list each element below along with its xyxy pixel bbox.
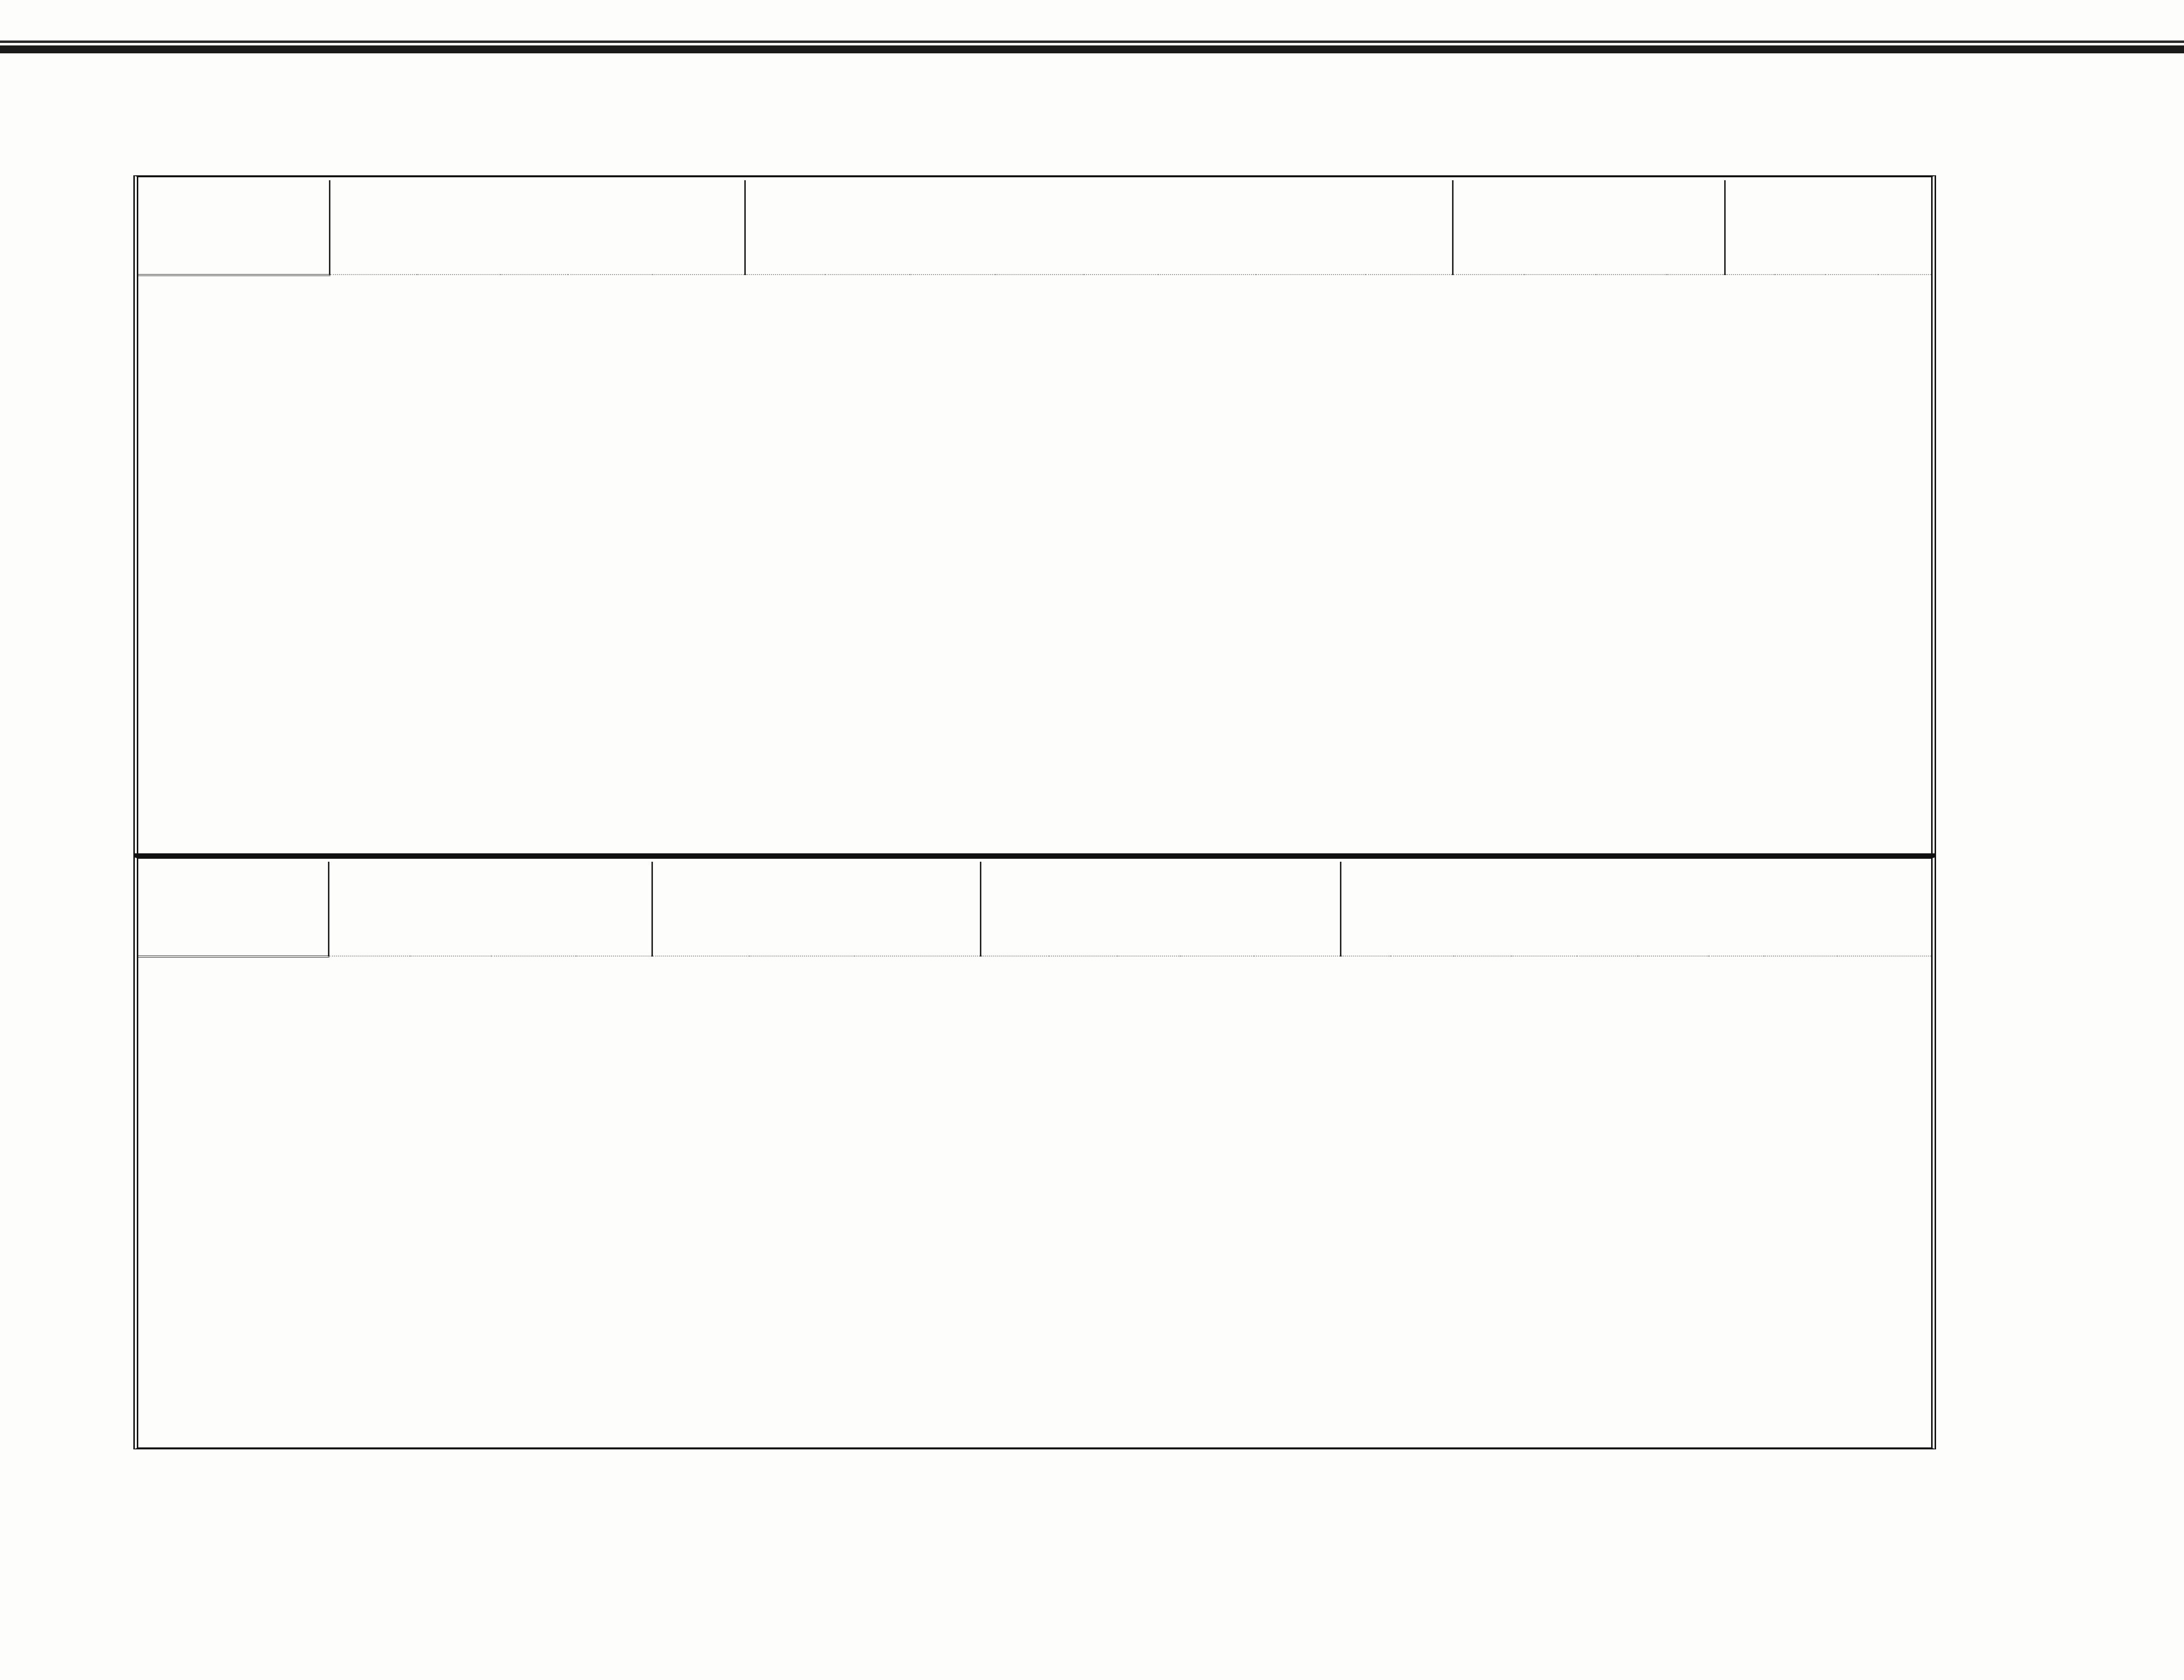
table-divider: [133, 853, 1936, 856]
group-relative-feuchtigkeit: [1725, 180, 1931, 275]
top-rule-thin: [0, 40, 2184, 43]
table-frame-1: [133, 175, 1936, 857]
top-rule: [0, 45, 2184, 53]
group-windvertheilung: [1340, 862, 1931, 956]
climate-table-2: [138, 862, 1931, 958]
climate-table-1: [138, 180, 1931, 276]
group-bewolkung: [328, 862, 652, 956]
group-absolute-feuchtigkeit: [1453, 180, 1725, 275]
group-niederschlag: [652, 862, 980, 956]
group-luftdruck: [329, 180, 745, 275]
group-zahl-der-tage: [980, 862, 1340, 956]
group-lufttemperatur: [745, 180, 1453, 275]
